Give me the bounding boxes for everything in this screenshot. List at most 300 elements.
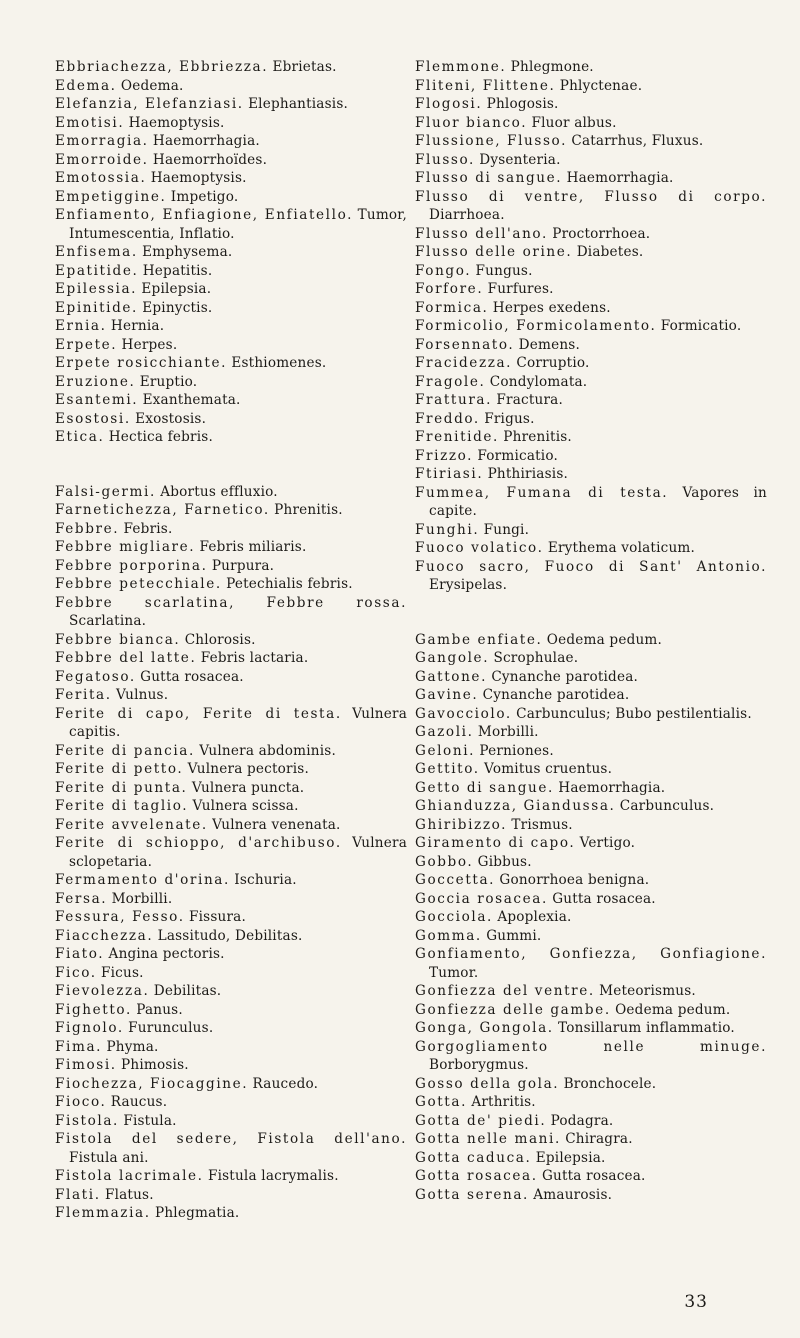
entry-latin: Gutta rosacea. [552, 890, 656, 907]
dictionary-entry [55, 243, 407, 262]
dictionary-entry [55, 151, 407, 170]
entry-latin: Demens. [518, 336, 581, 353]
entry-term: Ferite avvelenate. [55, 816, 208, 833]
entry-term: Eruzione. [55, 373, 136, 390]
entry-term: Ferite di punta. [55, 779, 188, 796]
dictionary-entry [55, 575, 407, 594]
entry-latin: Amaurosis. [533, 1186, 613, 1203]
dictionary-entry [415, 77, 767, 96]
entry-term: Funghi. [415, 521, 480, 538]
entry-term: Fracidezza. [415, 355, 513, 371]
dictionary-entry [415, 631, 767, 650]
entry-latin: Catarrhus, Fluxus. [571, 133, 704, 149]
dictionary-entry [55, 317, 407, 336]
entry-term: Epinitide. [55, 299, 138, 316]
dictionary-entry [415, 779, 767, 798]
dictionary-entry [415, 1167, 767, 1186]
entry-latin: Flatus. [104, 1186, 154, 1203]
entry-term: Febbre bianca. [55, 631, 181, 648]
dictionary-entry [415, 1019, 767, 1038]
entry-term: Gonfiamento, Gonfiezza, Gonfiagione. [415, 946, 767, 962]
entry-latin: Cynanche parotidea. [482, 687, 630, 703]
entry-latin: Petechialis febris. [226, 576, 353, 592]
dictionary-entry [55, 705, 407, 742]
dictionary-entry [415, 1093, 767, 1112]
entry-latin: Vulnera venenata. [212, 816, 341, 833]
dictionary-entry [55, 95, 407, 114]
entry-term: Fummea, Fumana di testa. [415, 484, 669, 501]
entry-latin: Formicatio. [477, 447, 559, 464]
dictionary-entry [55, 649, 407, 668]
entry-latin: Ebrietas. [272, 59, 337, 75]
entry-term: Gangole. [415, 650, 490, 666]
entry-term: Gorgogliamento nelle minuge. [415, 1038, 767, 1055]
dictionary-entry [415, 871, 767, 890]
entry-latin: Herpes. [121, 336, 178, 353]
entry-term: Enfisema. [55, 244, 138, 260]
dictionary-entry [55, 557, 407, 576]
entry-latin: Furunculus. [128, 1020, 214, 1036]
entry-term: Fiacchezza. [55, 927, 154, 944]
dictionary-entry [55, 132, 407, 151]
entry-term: Fessura, Fesso. [55, 909, 185, 925]
entry-latin: Phyma. [106, 1038, 159, 1055]
entry-latin: Proctorrhoea. [552, 225, 651, 242]
entry-term: Ferite di taglio. [55, 798, 189, 814]
entry-latin: Chlorosis. [184, 631, 256, 648]
entry-latin: Erythema volaticum. [547, 540, 696, 556]
entry-latin: Phlogosis. [486, 96, 559, 112]
dictionary-entry [415, 317, 767, 336]
dictionary-entry [415, 1001, 767, 1020]
dictionary-entry [55, 964, 407, 983]
entry-term: Getto di sangue. [415, 779, 554, 796]
entry-latin: Haemoptysis. [150, 170, 247, 186]
entry-term: Febbre migliare. [55, 539, 196, 555]
entry-latin: Gummi. [486, 927, 542, 944]
entry-latin: Exanthemata. [142, 392, 241, 408]
entry-term: Ferite di capo, Ferite di testa. [55, 705, 342, 722]
entry-term: Gavocciolo. [415, 705, 512, 722]
entry-term: Febbre del latte. [55, 650, 197, 666]
dictionary-entry [55, 834, 407, 871]
entry-latin: Apoplexia. [497, 909, 572, 925]
entry-latin: Elephantiasis. [248, 96, 349, 112]
entry-term: Goccia rosacea. [415, 890, 548, 907]
entry-latin: Phlegmatia. [154, 1205, 240, 1221]
dictionary-entry [55, 501, 407, 520]
entry-latin: Haemoptysis. [128, 114, 225, 131]
entries-g [415, 631, 767, 1205]
entry-term: Fermamento d'orina. [55, 872, 230, 888]
entry-latin: Cynanche parotidea. [491, 668, 639, 685]
dictionary-entry [55, 391, 407, 410]
entry-term: Fluor bianco. [415, 114, 528, 131]
entry-term: Febbre. [55, 520, 120, 537]
entry-latin: Epilepsia. [141, 281, 212, 297]
entry-latin: Haemorrhagia. [566, 170, 674, 186]
entry-term: Emotossia. [55, 170, 147, 186]
entry-latin: Vulnera puncta. [191, 779, 305, 796]
entry-latin: Gutta rosacea. [541, 1168, 646, 1184]
dictionary-entry [55, 1167, 407, 1186]
entry-latin: Herpes exedens. [492, 299, 611, 316]
entry-term: Gonfiezza del ventre. [415, 983, 595, 999]
entry-latin: Febris miliaris. [199, 539, 307, 555]
entry-term: Giramento di capo. [415, 835, 576, 851]
entry-latin: Dysenteria. [479, 151, 561, 168]
dictionary-entry [415, 1112, 767, 1131]
dictionary-entry [415, 299, 767, 318]
entry-term: Esantemi. [55, 392, 139, 408]
entry-latin: Trismus. [511, 816, 573, 833]
entry-latin: Febris lactaria. [200, 650, 309, 666]
entry-latin: Panus. [136, 1001, 183, 1018]
entry-term: Ferite di petto. [55, 761, 184, 777]
entry-latin: Scrophulae. [493, 650, 579, 666]
entry-term: Gonfiezza delle gambe. [415, 1001, 611, 1018]
dictionary-entry [415, 484, 767, 521]
entry-latin: Diarrhoea. [429, 207, 505, 223]
page-number: 33 [684, 1292, 708, 1312]
entry-term: Gobbo. [415, 853, 474, 870]
entries-e [55, 58, 407, 447]
dictionary-entry [415, 410, 767, 429]
entry-term: Ftiriasi. [415, 466, 484, 482]
dictionary-entry [55, 483, 407, 502]
dictionary-entry [415, 686, 767, 705]
entry-term: Empetiggine. [55, 188, 167, 205]
dictionary-entry [415, 151, 767, 170]
entry-term: Edema. [55, 77, 117, 94]
entry-latin: Phimosis. [121, 1057, 189, 1073]
dictionary-entry [415, 225, 767, 244]
entry-latin: Furfures. [487, 281, 554, 297]
dictionary-entry [415, 908, 767, 927]
dictionary-entry [415, 447, 767, 466]
entry-latin: Arthritis. [471, 1094, 536, 1110]
entry-latin: Fungus. [475, 262, 533, 279]
entry-term: Forfore. [415, 281, 484, 297]
entry-term: Formica. [415, 299, 489, 316]
entry-latin: Vapores in capite. [429, 484, 767, 519]
dictionary-entry [415, 927, 767, 946]
entry-term: Gonga, Gongola. [415, 1020, 554, 1036]
dictionary-entry [415, 521, 767, 540]
entry-term: Ferita. [55, 687, 112, 703]
entry-latin: Epilepsia. [535, 1149, 606, 1166]
entry-term: Ferite di pancia. [55, 742, 195, 759]
entry-term: Geloni. [415, 742, 476, 759]
entry-latin: Epinyctis. [142, 299, 213, 316]
entry-term: Epatitide. [55, 262, 139, 279]
dictionary-entry [415, 262, 767, 281]
dictionary-entry [415, 742, 767, 761]
entry-latin: Haemorrhagia. [558, 779, 666, 796]
entry-latin: Podagra. [550, 1112, 614, 1129]
entry-term: Gotta caduca. [415, 1149, 532, 1166]
entry-term: Enfiamento, Enfiagione, Enfiatello. [55, 207, 354, 223]
entry-term: Flusso. [415, 151, 475, 168]
entry-term: Flemmone. [415, 59, 507, 75]
entry-term: Frenitide. [415, 429, 499, 445]
entry-term: Fliteni, Flittene. [415, 77, 556, 94]
entry-term: Gotta. [415, 1094, 467, 1110]
dictionary-entry [415, 169, 767, 188]
entry-latin: Haemorrhoïdes. [152, 151, 268, 168]
dictionary-entry [415, 982, 767, 1001]
dictionary-entry [415, 114, 767, 133]
entry-latin: Gonorrhoea benigna. [499, 872, 650, 888]
entry-latin: Frigus. [484, 410, 535, 427]
entry-latin: Tonsillarum inflammatio. [558, 1020, 735, 1036]
entry-term: Fimosi. [55, 1057, 117, 1073]
entry-term: Epilessia. [55, 281, 138, 297]
entry-latin: Carbunculus; Bubo pestilentialis. [516, 705, 752, 722]
entry-term: Fegatoso. [55, 668, 136, 685]
entry-term: Fistola del sedere, Fistola dell'ano. [55, 1131, 407, 1147]
entry-term: Fongo. [415, 262, 472, 279]
dictionary-entry [55, 1204, 407, 1223]
entry-latin: Gibbus. [477, 853, 532, 870]
entry-latin: Gutta rosacea. [140, 668, 244, 685]
dictionary-entry [415, 132, 767, 151]
entry-latin: Carbunculus. [619, 798, 715, 814]
dictionary-entry [55, 373, 407, 392]
entry-latin: Febris. [123, 520, 173, 537]
entry-term: Gettito. [415, 761, 480, 777]
entry-latin: Angina pectoris. [108, 946, 225, 962]
entry-latin: Scarlatina. [69, 613, 147, 629]
dictionary-entry [55, 760, 407, 779]
dictionary-entry [415, 188, 767, 225]
dictionary-entry [55, 816, 407, 835]
dictionary-entry [55, 779, 407, 798]
entry-term: Ghianduzza, Giandussa. [415, 798, 616, 814]
entry-term: Febbre scarlatina, Febbre rossa. [55, 594, 407, 611]
dictionary-entry [415, 391, 767, 410]
right-column [415, 58, 767, 1204]
entry-latin: Raucus. [110, 1094, 168, 1110]
dictionary-entry [415, 373, 767, 392]
dictionary-entry [55, 982, 407, 1001]
entry-term: Fistola. [55, 1112, 119, 1129]
entry-latin: Meteorismus. [599, 983, 696, 999]
entry-term: Ghiribizzo. [415, 816, 508, 833]
entry-term: Flusso dell'ano. [415, 225, 548, 242]
dictionary-entry [55, 206, 407, 243]
entry-term: Ferite di schioppo, d'archibuso. [55, 835, 342, 851]
entry-term: Fioco. [55, 1094, 107, 1110]
entry-latin: Fluor albus. [531, 114, 617, 131]
entry-latin: Tumor. [429, 964, 479, 981]
entry-latin: Oedema pedum. [546, 631, 663, 648]
dictionary-entry [55, 262, 407, 281]
entry-latin: Vulnera abdominis. [199, 742, 336, 759]
entry-latin: Vulnera pectoris. [187, 761, 309, 777]
dictionary-entry [415, 705, 767, 724]
entry-latin: Esthiomenes. [231, 355, 327, 371]
dictionary-entry [415, 834, 767, 853]
entry-latin: Vertigo. [579, 835, 636, 851]
entry-latin: Perniones. [479, 742, 554, 759]
dictionary-entry [55, 742, 407, 761]
entry-term: Emotisi. [55, 114, 125, 131]
entry-term: Emorroide. [55, 151, 149, 168]
entry-term: Gazoli. [415, 724, 474, 740]
dictionary-entry [55, 1019, 407, 1038]
dictionary-entry [55, 797, 407, 816]
entry-term: Goccetta. [415, 872, 496, 888]
entry-term: Esostosi. [55, 410, 131, 427]
entry-latin: Hepatitis. [142, 262, 213, 279]
dictionary-entry [415, 853, 767, 872]
entry-term: Emorragia. [55, 133, 149, 149]
dictionary-entry [415, 723, 767, 742]
entry-latin: Vulnera sclopetaria. [69, 835, 407, 870]
entry-latin: Vulnera scissa. [192, 798, 299, 814]
dictionary-entry [55, 299, 407, 318]
entry-term: Gotta nelle mani. [415, 1131, 561, 1147]
entry-term: Gosso della gola. [415, 1075, 560, 1092]
entry-term: Febbre porporina. [55, 557, 208, 574]
dictionary-entry [415, 243, 767, 262]
entry-latin: Borborygmus. [429, 1057, 529, 1073]
entry-term: Febbre petecchiale. [55, 576, 222, 592]
entry-latin: Ischuria. [234, 872, 297, 888]
dictionary-entry [415, 336, 767, 355]
entry-term: Gomma. [415, 927, 482, 944]
dictionary-entry [415, 280, 767, 299]
entry-term: Fignolo. [55, 1020, 124, 1036]
entry-latin: Condylomata. [489, 373, 588, 390]
entry-latin: Phlegmone. [510, 59, 594, 75]
entry-latin: Fistula. [123, 1112, 177, 1129]
entry-latin: Phrenitis. [274, 502, 343, 518]
entry-term: Fistola lacrimale. [55, 1168, 204, 1184]
entry-term: Erpete. [55, 336, 118, 353]
entry-term: Flussione, Flusso. [415, 133, 568, 149]
dictionary-entry [55, 890, 407, 909]
dictionary-entry [415, 816, 767, 835]
dictionary-entry [415, 539, 767, 558]
entry-latin: Emphysema. [142, 244, 233, 260]
dictionary-entry [55, 908, 407, 927]
dictionary-entry [415, 945, 767, 982]
entry-term: Forsennato. [415, 336, 515, 353]
entry-latin: Ficus. [101, 964, 144, 981]
entry-term: Farnetichezza, Farnetico. [55, 502, 270, 518]
entry-latin: Raucedo. [252, 1075, 319, 1092]
entry-latin: Hernia. [110, 318, 165, 334]
entry-term: Flogosi. [415, 96, 483, 112]
dictionary-entry [415, 95, 767, 114]
entry-term: Gotta de' piedi. [415, 1112, 547, 1129]
entry-term: Fima. [55, 1038, 103, 1055]
entry-term: Etica. [55, 429, 105, 445]
entry-term: Flusso di ventre, Flusso di corpo. [415, 188, 767, 205]
dictionary-entry [55, 280, 407, 299]
entry-term: Fico. [55, 964, 97, 981]
dictionary-entry [415, 58, 767, 77]
dictionary-entry [55, 77, 407, 96]
entry-latin: Hectica febris. [108, 429, 213, 445]
dictionary-entry [55, 538, 407, 557]
dictionary-entry [55, 631, 407, 650]
entry-term: Flati. [55, 1186, 101, 1203]
entry-term: Freddo. [415, 410, 480, 427]
dictionary-entry [415, 1130, 767, 1149]
entry-latin: Chiragra. [565, 1131, 633, 1147]
dictionary-entry [55, 428, 407, 447]
entry-term: Fersa. [55, 890, 108, 907]
dictionary-entry [415, 890, 767, 909]
dictionary-entry [55, 58, 407, 77]
entry-term: Formicolio, Formicolamento. [415, 318, 657, 334]
entry-latin: Phrenitis. [503, 429, 572, 445]
entry-term: Gavine. [415, 687, 479, 703]
entry-latin: Formicatio. [660, 318, 742, 334]
entry-term: Fiochezza, Fiocaggine. [55, 1075, 249, 1092]
entry-latin: Exostosis. [135, 410, 207, 427]
entry-latin: Vulnus. [116, 687, 169, 703]
entry-latin: Abortus effluxio. [160, 483, 278, 500]
entry-latin: Morbilli. [477, 724, 539, 740]
dictionary-entry [415, 1075, 767, 1094]
entry-term: Frattura. [415, 392, 493, 408]
entry-latin: Lassitudo, Debilitas. [157, 927, 303, 944]
dictionary-entry [55, 1130, 407, 1167]
dictionary-entry [55, 114, 407, 133]
entry-term: Fiato. [55, 946, 105, 962]
entry-term: Fragole. [415, 373, 486, 390]
dictionary-entry [415, 1186, 767, 1205]
dictionary-entry [415, 354, 767, 373]
dictionary-entry [55, 668, 407, 687]
dictionary-entry [55, 169, 407, 188]
dictionary-entry [55, 188, 407, 207]
dictionary-entry [415, 1149, 767, 1168]
entry-term: Gotta rosacea. [415, 1168, 538, 1184]
entry-term: Erpete rosicchiante. [55, 355, 228, 371]
dictionary-entry [55, 871, 407, 890]
dictionary-entry [55, 336, 407, 355]
entry-term: Elefanzia, Elefanziasi. [55, 96, 244, 112]
entry-latin: Haemorrhagia. [152, 133, 260, 149]
entry-latin: Eruptio. [139, 373, 198, 390]
entry-latin: Phthiriasis. [487, 466, 569, 482]
dictionary-entry [55, 1056, 407, 1075]
dictionary-entry [55, 520, 407, 539]
entry-latin: Fissura. [188, 909, 246, 925]
dictionary-entry [415, 465, 767, 484]
entry-latin: Impetigo. [170, 188, 239, 205]
dictionary-entry [55, 410, 407, 429]
dictionary-entry [415, 649, 767, 668]
entry-latin: Bronchocele. [563, 1075, 657, 1092]
dictionary-entry [55, 1112, 407, 1131]
dictionary-entry [55, 686, 407, 705]
entry-latin: Fractura. [496, 392, 563, 408]
entry-latin: Phlyctenae. [559, 77, 643, 94]
entries-f [55, 483, 407, 1223]
entry-term: Gambe enfiate. [415, 631, 543, 648]
entry-term: Flemmazia. [55, 1205, 151, 1221]
dictionary-entry [55, 1186, 407, 1205]
dictionary-entry [55, 945, 407, 964]
dictionary-entry [55, 1075, 407, 1094]
entry-term: Gotta serena. [415, 1186, 529, 1203]
